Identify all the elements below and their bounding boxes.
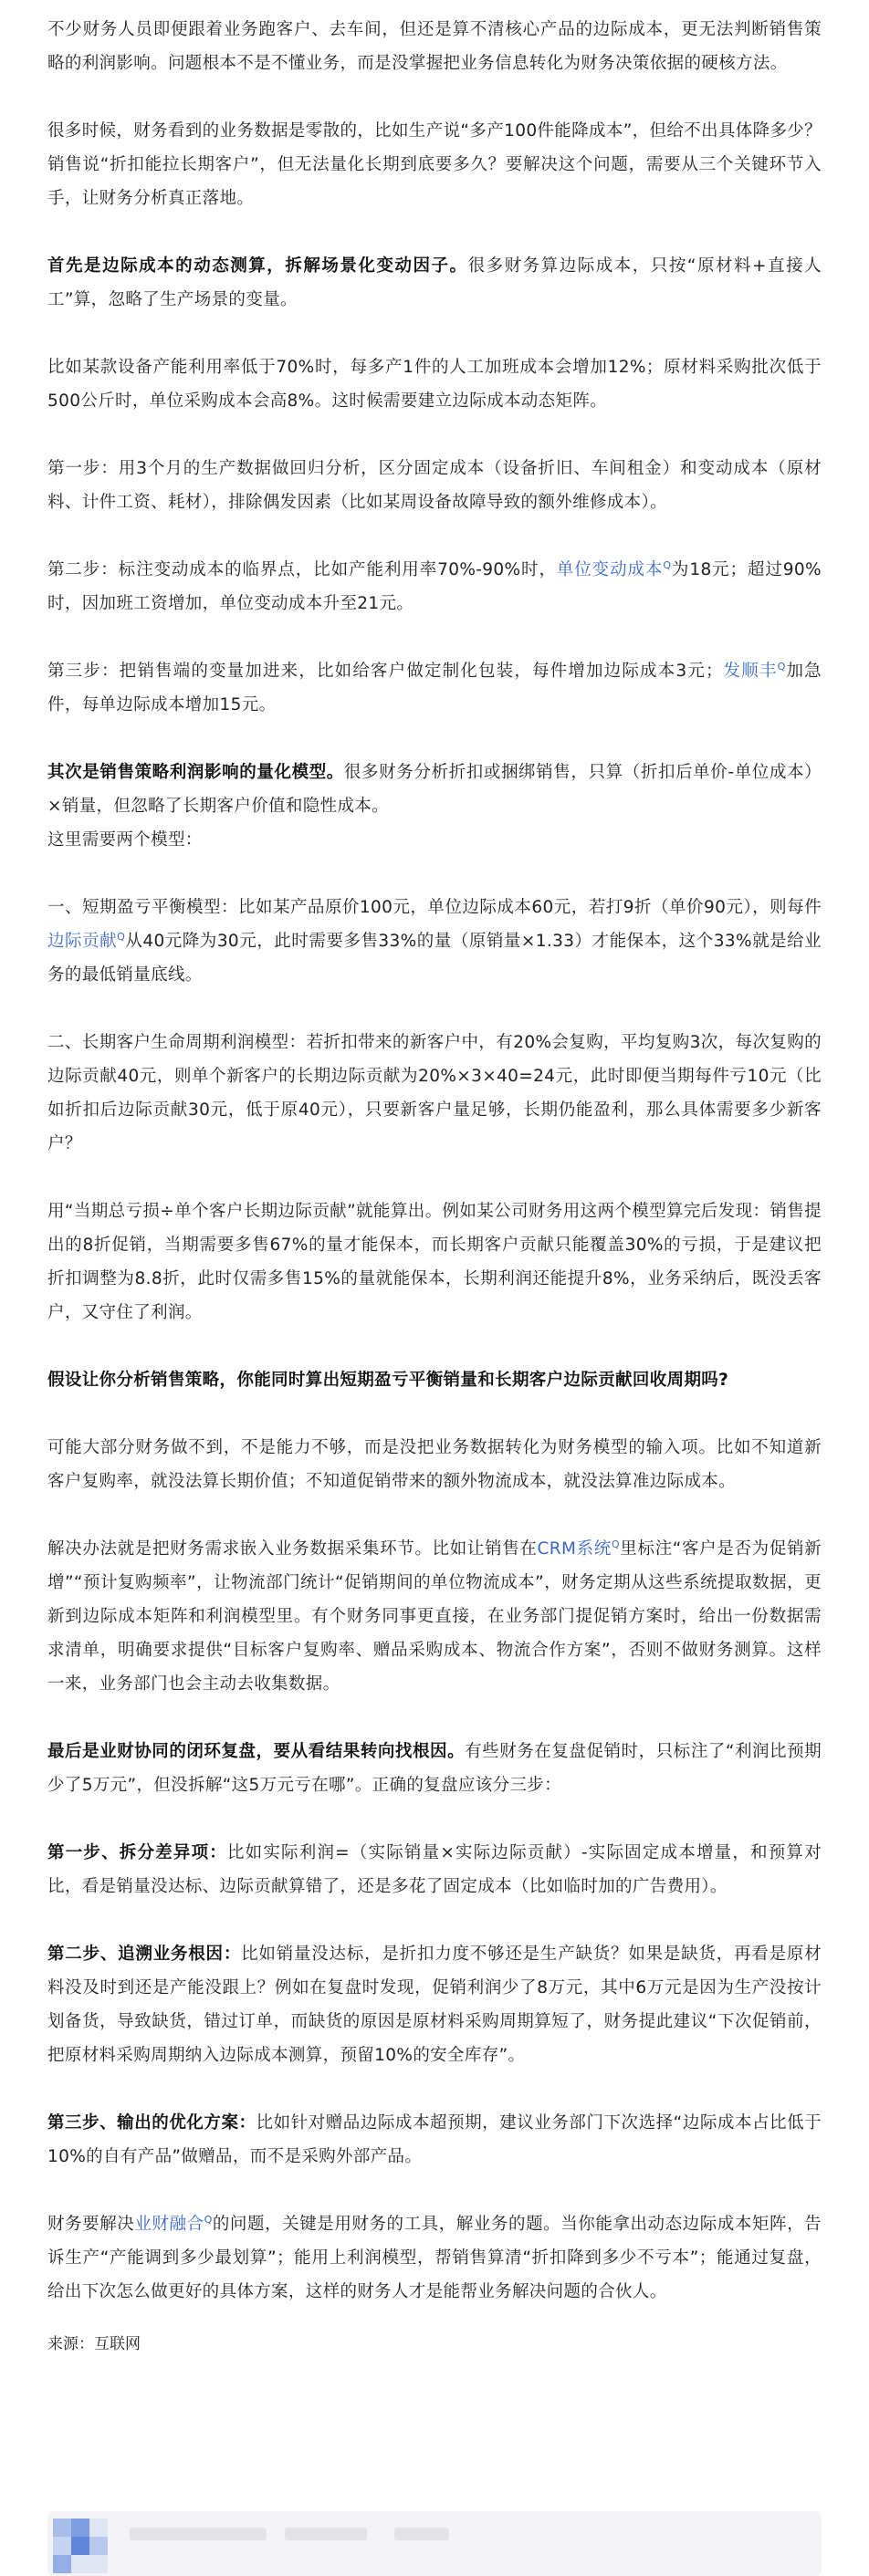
paragraph-model-long-term: 二、长期客户生命周期利润模型：若折扣带来的新客户中，有20%会复购，平均复购3次，每次复购的边际贡献40元，则单个新客户的长期边际贡献为20%×3×40=24元，此时即便当期每件亏10元（比如折扣后边际贡献30元，低于原40元），只要新客户量足够，长期仍能盈利，那么具体需要多少新客户？ [47,1033,822,1153]
paragraph-example: 比如某款设备产能利用率低于70%时，每多产1件的人工加班成本会增加12%；原材料采购批次低于500公斤时，单位采购成本会高8%。这时候需要建立边际成本动态矩阵。 [47,358,822,411]
paragraph-step-2: 第二步：标注变动成本的临界点，比如产能利用率70%-90%时，单位变动成本$^Q$为18元；超过90%时，因加班工资增加，单位变动成本升至21元。 [47,558,822,613]
link-business-finance-integration[interactable]: 业财融合 [134,2215,204,2234]
search-icon[interactable]: Q [204,2213,213,2226]
paragraph-two-models: 这里需要两个模型： [47,830,203,850]
source-label: 来源：互联网 [47,2335,141,2353]
paragraph-calculation-case: 用“当期总亏损÷单个客户长期边际贡献”就能算出。例如某公司财务用这两个模型算完后发现：销售提出的8折促销，当期需要多售67%的量才能保本，而长期客户贡献只能覆盖30%的亏损，于是建议把折扣调整为8.8折，此时仅需多售15%的量就能保本，长期利润还能提升8%，业务采纳后，既没丢客户，又守住了利润。 [47,1202,822,1322]
paragraph-context: 很多时候，财务看到的业务数据是零散的，比如生产说“多产100件能降成本”，但给不出具体降多少？销售说“折扣能拉长期客户”，但无法量化长期到底要多久？要解决这个问题，需要从三个关键环节入手，让财务分析真正落地。 [47,121,822,208]
section-heading-review: 最后是业财协同的闭环复盘，要从看结果转向找根因。 [47,1742,466,1761]
search-icon[interactable]: Q [611,1538,620,1550]
paragraph-review-step-3: 第三步、输出的优化方案：比如针对赠品边际成本超预期，建议业务部门下次选择“边际成本占比低于10%的自有产品”做赠品，而不是采购外部产品。 [47,2113,822,2166]
paragraph-section-marginal-cost [47,249,822,317]
related-article-card[interactable] [47,2511,822,2576]
search-icon[interactable]: Q [663,558,672,571]
link-unit-variable-cost[interactable]: 单位变动成本 [556,560,664,579]
link-sf-express[interactable]: 发顺丰 [722,662,778,681]
paragraph-model-short-term: 一、短期盈亏平衡模型：比如某产品原价100元，单位边际成本60元，若打9折（单价90元），则每件边际贡献$^Q$从40元降为30元，此时需要多售33%的量（原销量×1.33）才能保本，这个33%就是给业务的最低销量底线。 [47,898,822,985]
paragraph-step-1: 第一步：用3个月的生产数据做回归分析，区分固定成本（设备折旧、车间租金）和变动成本（原材料、计件工资、耗材），排除偶发因素（比如某周设备故障导致的额外维修成本）。 [47,459,822,512]
card-meta-placeholder [394,2528,449,2540]
card-title-placeholder [130,2528,267,2540]
card-subtitle-placeholder [285,2528,367,2540]
section-heading-marginal-cost: 首先是边际成本的动态测算，拆解场景化变动因子。 [47,256,468,276]
card-thumbnail [53,2519,108,2573]
paragraph-problem: 可能大部分财务做不到，不是能力不够，而是没把业务数据转化为财务模型的输入项。比如不知道新客户复购率，就没法算长期价值；不知道促销带来的额外物流成本，就没法算准边际成本。 [47,1438,822,1491]
paragraph-section-sales-model: 其次是销售策略利润影响的量化模型。很多财务分析折扣或捆绑销售，只算（折扣后单价-单位成本）×销量，但忽略了长期客户价值和隐性成本。 [47,763,822,816]
section-heading-sales-model: 其次是销售策略利润影响的量化模型。 [47,763,344,782]
paragraph-step-3: 第三步：把销售端的变量加进来，比如给客户做定制化包装，每件增加边际成本3元；发顺丰$^Q$加急件，每单边际成本增加15元。 [47,660,822,714]
paragraph-conclusion: 财务要解决业财融合$^Q$的问题，关键是用财务的工具，解业务的题。当你能拿出动态边际成本矩阵，告诉生产“产能调到多少最划算”；能用上利润模型，帮销售算清“折扣降到多少不亏本”；能通过复盘，给出下次怎么做更好的具体方案，这样的财务人才是能帮业务解决问题的合伙人。 [47,2213,822,2301]
link-crm-system[interactable]: CRM系统 [537,1539,612,1559]
paragraph-text: 很多财务算边际成本，只按“原材料+直接人工”算，忽略了生产场景的变量。 [47,256,822,309]
paragraph-section-review: 最后是业财协同的闭环复盘，要从看结果转向找根因。有些财务在复盘促销时，只标注了“利润比预期少了5万元”，但没拆解“这5万元亏在哪”。正确的复盘应该分三步： [47,1742,822,1795]
paragraph-question [47,1363,822,1397]
link-marginal-contribution[interactable]: 边际贡献 [47,932,118,951]
paragraph-solution: 解决办法就是把财务需求嵌入业务数据采集环节。比如让销售在CRM系统$^Q$里标注“客户是否为促销新增”“预计复购频率”，让物流部门统计“促销期间的单位物流成本”，财务定期从这些系统提取数据，更新到边际成本矩阵和利润模型里。有个财务同事更直接，在业务部门提促销方案时，给出一份数据需求清单，明确要求提供“目标客户复购率、赠品采购成本、物流合作方案”，否则不做财务测算。这样一来，业务部门也会主动去收集数据。 [47,1538,822,1694]
paragraph-review-step-2: 第二步、追溯业务根因：比如销量没达标，是折扣力度不够还是生产缺货？如果是缺货，再看是原材料没及时到还是产能没跟上？例如在复盘时发现，促销利润少了8万元，其中6万元是因为生产没按计划备货，导致缺货，错过订单，而缺货的原因是原材料采购周期算短了，财务提此建议“下次促销前，把原材料采购周期纳入边际成本测算，预留10%的安全库存”。 [47,1945,822,2065]
paragraph-intro: 不少财务人员即便跟着业务跑客户、去车间，但还是算不清核心产品的边际成本，更无法判断销售策略的利润影响。问题根本不是不懂业务，而是没掌握把业务信息转化为财务决策依据的硬核方法。 [47,20,822,73]
search-icon[interactable]: Q [777,660,786,673]
paragraph-review-step-1: 第一步、拆分差异项：比如实际利润=（实际销量×实际边际贡献）-实际固定成本增量，和预算对比，看是销量没达标、边际贡献算错了，还是多花了固定成本（比如临时加的广告费用）。 [47,1843,822,1896]
question-heading: 假设让你分析销售策略，你能同时算出短期盈亏平衡销量和长期客户边际贡献回收周期吗? [47,1371,729,1390]
search-icon[interactable]: Q [117,930,126,943]
